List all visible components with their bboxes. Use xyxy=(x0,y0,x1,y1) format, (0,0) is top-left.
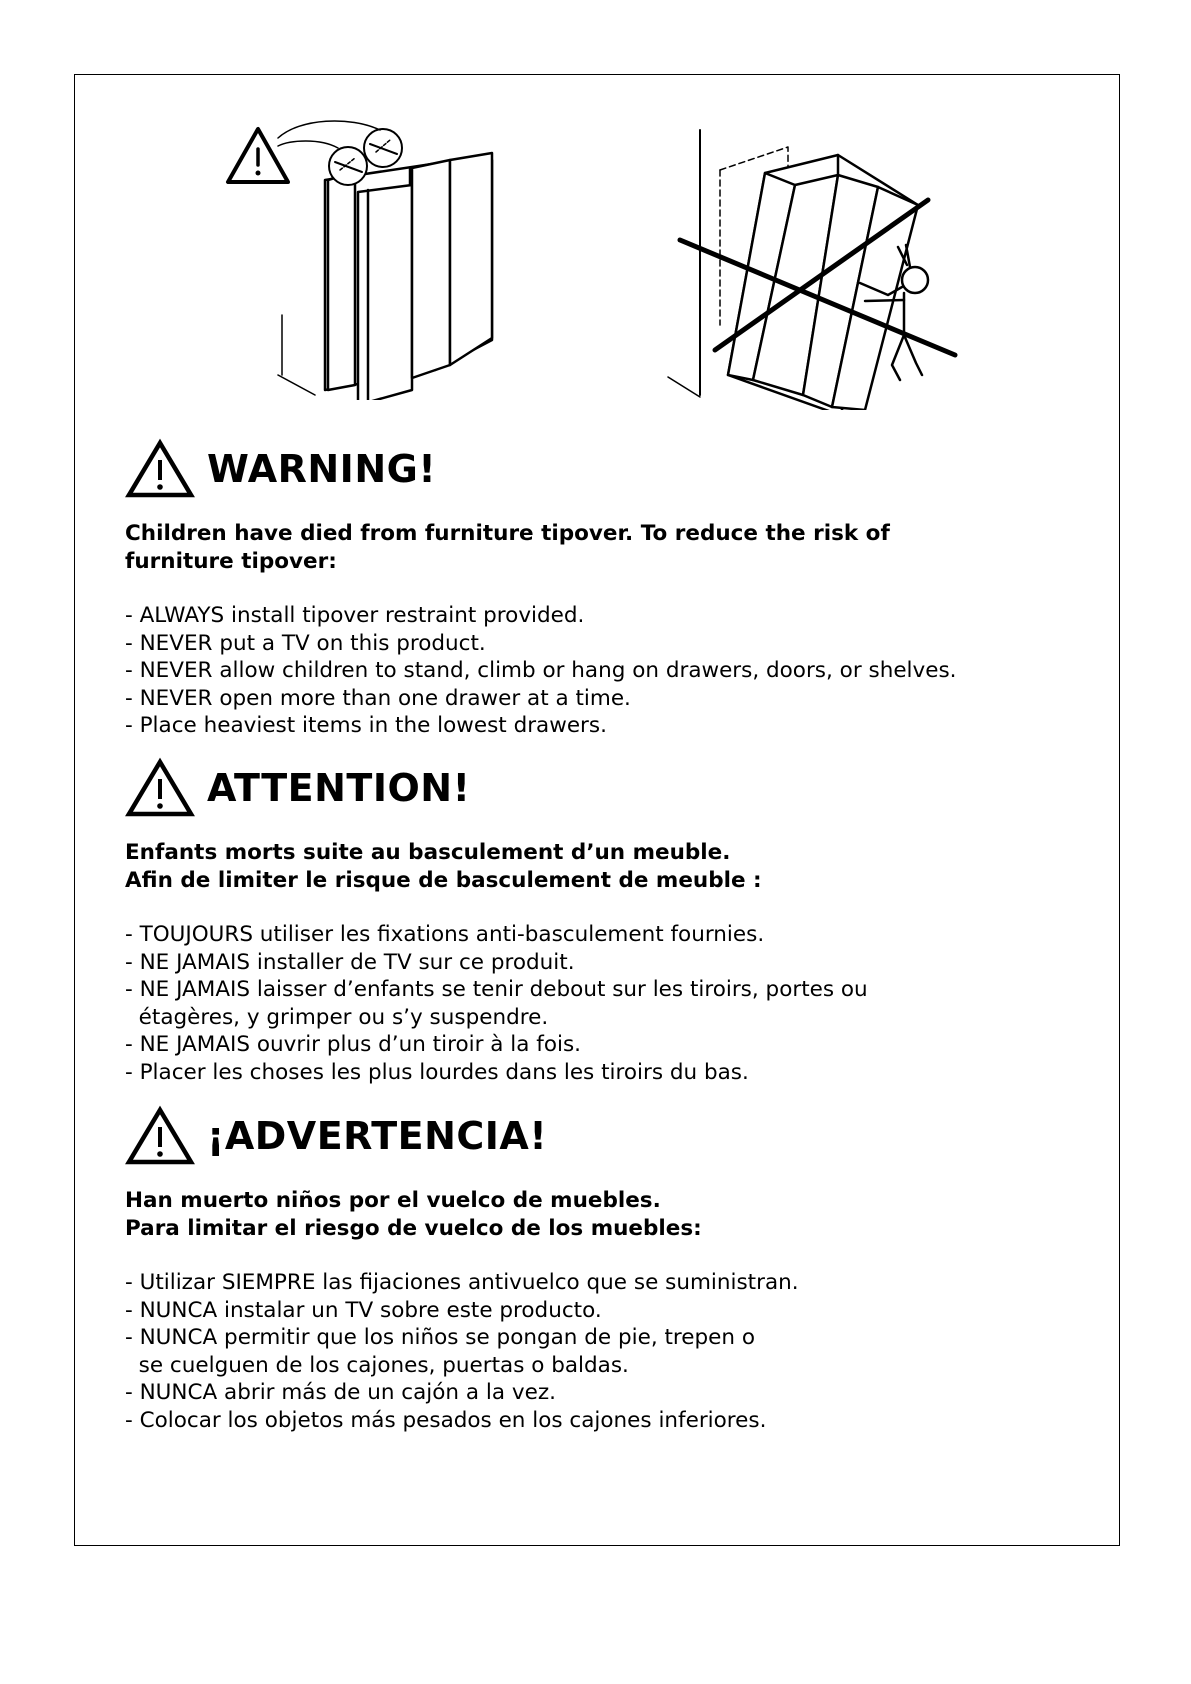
rule-item: étagères, y grimper ou s’y suspendre. xyxy=(125,1004,549,1030)
intro-line: Children have died from furniture tipover. To reduce the risk of xyxy=(125,521,890,546)
section-heading xyxy=(125,1105,1085,1167)
rule-item: se cuelguen de los cajones, puertas o baldas. xyxy=(125,1352,629,1378)
rule-item: - Placer les choses les plus lourdes dans les tiroirs du bas. xyxy=(125,1059,749,1085)
intro-line: Han muerto niños por el vuelco de muebles. xyxy=(125,1188,661,1213)
rule-item: - ALWAYS install tipover restraint provided. xyxy=(125,603,585,628)
section-advertencia-es xyxy=(125,1105,1085,1434)
rules-list xyxy=(125,602,1085,740)
rule-item: - NUNCA permitir que los niños se pongan de pie, trepen o xyxy=(125,1325,756,1350)
rule-item: - NEVER allow children to stand, climb or hang on drawers, doors, or shelves. xyxy=(125,658,957,683)
wardrobe-tipover-prohibited-illustration xyxy=(660,125,960,410)
rule-item: - NE JAMAIS ouvrir plus d’un tiroir à la fois. xyxy=(125,1032,581,1057)
rules-list xyxy=(125,1269,1085,1434)
rule-item: - NEVER open more than one drawer at a time. xyxy=(125,685,631,711)
intro-line: Afin de limiter le risque de basculement de meuble : xyxy=(125,868,762,893)
rule-item: - TOUJOURS utiliser les fixations anti-basculement fournies. xyxy=(125,922,765,947)
rule-item: - NUNCA abrir más de un cajón a la vez. xyxy=(125,1380,556,1405)
intro-text xyxy=(125,520,1085,576)
section-heading xyxy=(125,757,1085,819)
intro-line: furniture tipover: xyxy=(125,549,337,574)
section-heading xyxy=(125,438,1085,500)
rule-item: - Utilizar SIEMPRE las fijaciones antivuelco que se suministran. xyxy=(125,1270,799,1295)
warning-triangle-icon xyxy=(125,757,195,819)
intro-text xyxy=(125,839,1085,895)
warning-triangle-icon xyxy=(125,438,195,500)
rule-item: - NUNCA instalar un TV sobre este producto. xyxy=(125,1297,602,1323)
heading-title: WARNING! xyxy=(207,447,437,491)
rule-item: - NEVER put a TV on this product. xyxy=(125,630,486,656)
rule-item: - Place heaviest items in the lowest drawers. xyxy=(125,713,607,738)
intro-text xyxy=(125,1187,1085,1243)
intro-line: Enfants morts suite au basculement d’un meuble. xyxy=(125,840,731,865)
heading-title: ATTENTION! xyxy=(207,766,471,810)
rule-item: - Colocar los objetos más pesados en los cajones inferiores. xyxy=(125,1407,767,1433)
wardrobe-anchored-illustration xyxy=(220,120,520,400)
warning-triangle-icon xyxy=(125,1105,195,1167)
rule-item: - NE JAMAIS installer de TV sur ce produit. xyxy=(125,949,575,975)
heading-title: ¡ADVERTENCIA! xyxy=(207,1114,548,1158)
intro-line: Para limitar el riesgo de vuelco de los muebles: xyxy=(125,1216,702,1241)
section-attention-fr xyxy=(125,757,1085,1086)
section-warning-en xyxy=(125,438,1085,740)
rules-list xyxy=(125,921,1085,1086)
rule-item: - NE JAMAIS laisser d’enfants se tenir debout sur les tiroirs, portes ou xyxy=(125,977,868,1002)
